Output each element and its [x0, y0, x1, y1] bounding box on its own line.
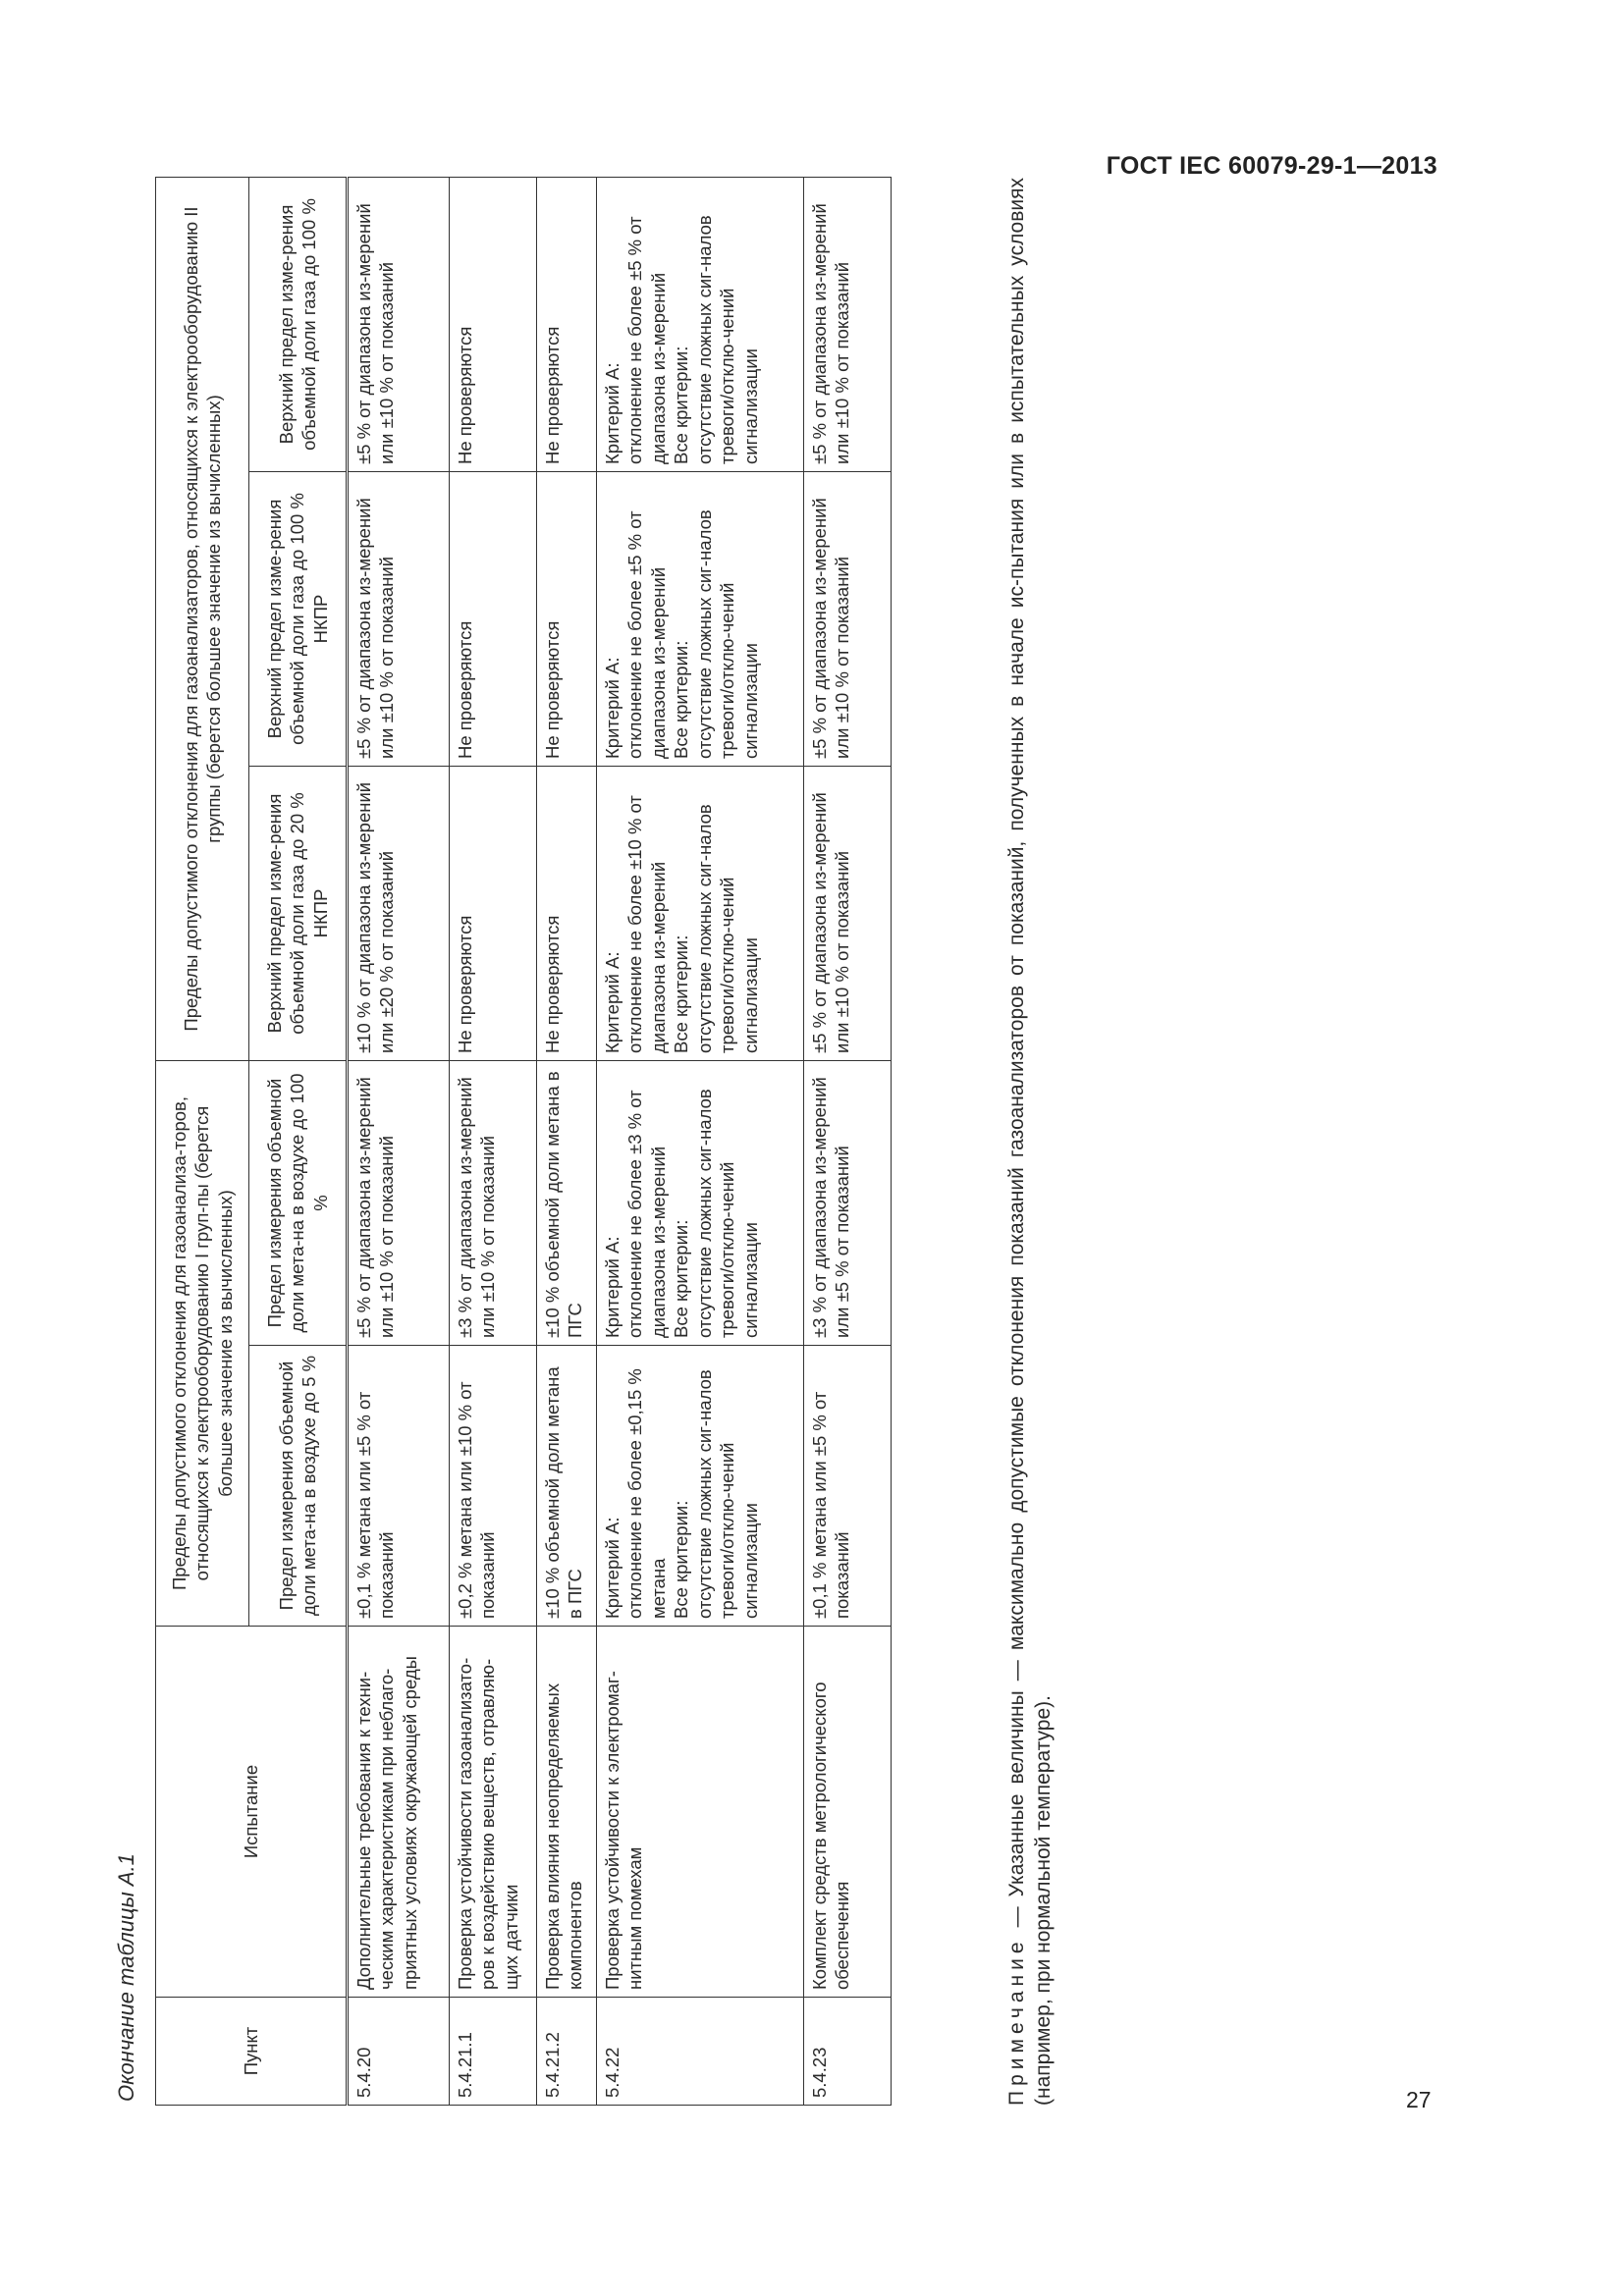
header-g2-col1: Верхний предел изме-рения объемной доли газа до 20 % НКПР	[249, 767, 348, 1061]
cell-item: 5.4.20	[348, 1998, 450, 2106]
cell-value: ±5 % от диапазона из-мерений или ±10 % от показаний	[804, 767, 892, 1061]
cell-value: ±10 % от диапазона из-мерений или ±20 % от показаний	[348, 767, 450, 1061]
cell-value: ±10 % объемной доли метана в ПГС	[537, 1346, 597, 1627]
cell-test: Проверка устойчивости газоанализато-ров к воздействию веществ, отравляю-щих датчики	[450, 1627, 537, 1998]
cell-item: 5.4.22	[597, 1998, 804, 2106]
header-group-2: Пределы допустимого отклонения для газоанализаторов, относящихся к электрооборудованию II группы (берется большее значение из вычисленных)	[156, 177, 249, 1060]
header-g2-col2: Верхний предел изме-рения объемной доли газа до 100 % НКПР	[249, 472, 348, 767]
cell-value: ±3 % от диапазона из-мерений или ±10 % от показаний	[450, 1061, 537, 1346]
table-row	[537, 177, 597, 2105]
header-g2-col3: Верхний предел изме-рения объемной доли газа до 100 %	[249, 177, 348, 471]
cell-test: Комплект средств метрологического обеспечения	[804, 1627, 892, 1998]
note-text: — Указанные величины — максимально допустимые отклонения показаний газоанализаторов от показаний, полученных в начале ис-пытания или в испытательных условиях (например, при нормальной температуре).	[1005, 178, 1056, 2106]
header-g1-col2: Предел измерения объемной доли мета-на в воздухе до 100 %	[249, 1061, 348, 1346]
cell-value: ±5 % от диапазона из-мерений или ±10 % от показаний	[348, 177, 450, 471]
cell-test: Проверка влияния неопределяемых компонентов	[537, 1627, 597, 1998]
table-row	[597, 177, 804, 2105]
cell-value: ±0,1 % метана или ±5 % от показаний	[348, 1346, 450, 1627]
cell-value: ±5 % от диапазона из-мерений или ±10 % от показаний	[348, 1061, 450, 1346]
cell-value: ±3 % от диапазона из-мерений или ±5 % от показаний	[804, 1061, 892, 1346]
header-group-1: Пределы допустимого отклонения для газоанализа-торов, относящихся к электрооборудованию I груп-пы (берется большее значение из вычисленных)	[156, 1061, 249, 1627]
cell-value: Критерий А: отклонение не более ±5 % от диапазона из-мерений Все критерии: отсутствие ложных сиг-налов тревоги/отклю-чений сигнализации	[597, 472, 804, 767]
cell-value: Критерий А: отклонение не более ±5 % от диапазона из-мерений Все критерии: отсутствие ложных сиг-налов тревоги/отклю-чений сигнализации	[597, 177, 804, 471]
cell-test: Проверка устойчивости к электромаг-нитным помехам	[597, 1627, 804, 1998]
cell-item: 5.4.21.1	[450, 1998, 537, 2106]
header-item: Пункт	[156, 1998, 348, 2106]
page-number: 27	[1406, 2087, 1432, 2112]
cell-value: ±10 % объемной доли метана в ПГС	[537, 1061, 597, 1346]
cell-value: Критерий А: отклонение не более ±0,15 % метана Все критерии: отсутствие ложных сиг-налов тревоги/отклю-чений сигнализации	[597, 1346, 804, 1627]
header-g1-col1: Предел измерения объемной доли мета-на в воздухе до 5 %	[249, 1346, 348, 1627]
deviation-limits-table	[155, 177, 892, 2106]
cell-item: 5.4.21.2	[537, 1998, 597, 2106]
cell-value: ±0,2 % метана или ±10 % от показаний	[450, 1346, 537, 1627]
cell-test: Дополнительные требования к техни-ческим характеристикам при неблаго-приятных условиях окружающей среды	[348, 1627, 450, 1998]
cell-value: ±5 % от диапазона из-мерений или ±10 % от показаний	[804, 472, 892, 767]
table-row	[450, 177, 537, 2105]
cell-value: Критерий А: отклонение не более ±10 % от диапазона из-мерений Все критерии: отсутствие ложных сиг-налов тревоги/отклю-чений сигнализации	[597, 767, 804, 1061]
cell-value: Не проверяются	[450, 472, 537, 767]
header-test: Испытание	[156, 1627, 348, 1998]
rotated-page-content	[108, 172, 1110, 2106]
cell-item: 5.4.23	[804, 1998, 892, 2106]
cell-value: ±5 % от диапазона из-мерений или ±10 % от показаний	[804, 177, 892, 471]
table-caption: Окончание таблицы А.1	[114, 1853, 138, 2102]
cell-value: Не проверяются	[450, 767, 537, 1061]
document-code: ГОСТ IEC 60079-29-1—2013	[1106, 152, 1437, 180]
cell-value: Не проверяются	[537, 177, 597, 471]
cell-value: ±0,1 % метана или ±5 % от показаний	[804, 1346, 892, 1627]
cell-value: ±5 % от диапазона из-мерений или ±10 % от показаний	[348, 472, 450, 767]
table-row	[348, 177, 450, 2105]
cell-value: Не проверяются	[537, 472, 597, 767]
cell-value: Критерий А: отклонение не более ±3 % от диапазона из-мерений Все критерии: отсутствие ложных сиг-налов тревоги/отклю-чений сигнализации	[597, 1061, 804, 1346]
table-note	[1003, 178, 1057, 2106]
note-label: Примечание	[1005, 1937, 1028, 2106]
cell-value: Не проверяются	[450, 177, 537, 471]
table-row	[804, 177, 892, 2105]
cell-value: Не проверяются	[537, 767, 597, 1061]
